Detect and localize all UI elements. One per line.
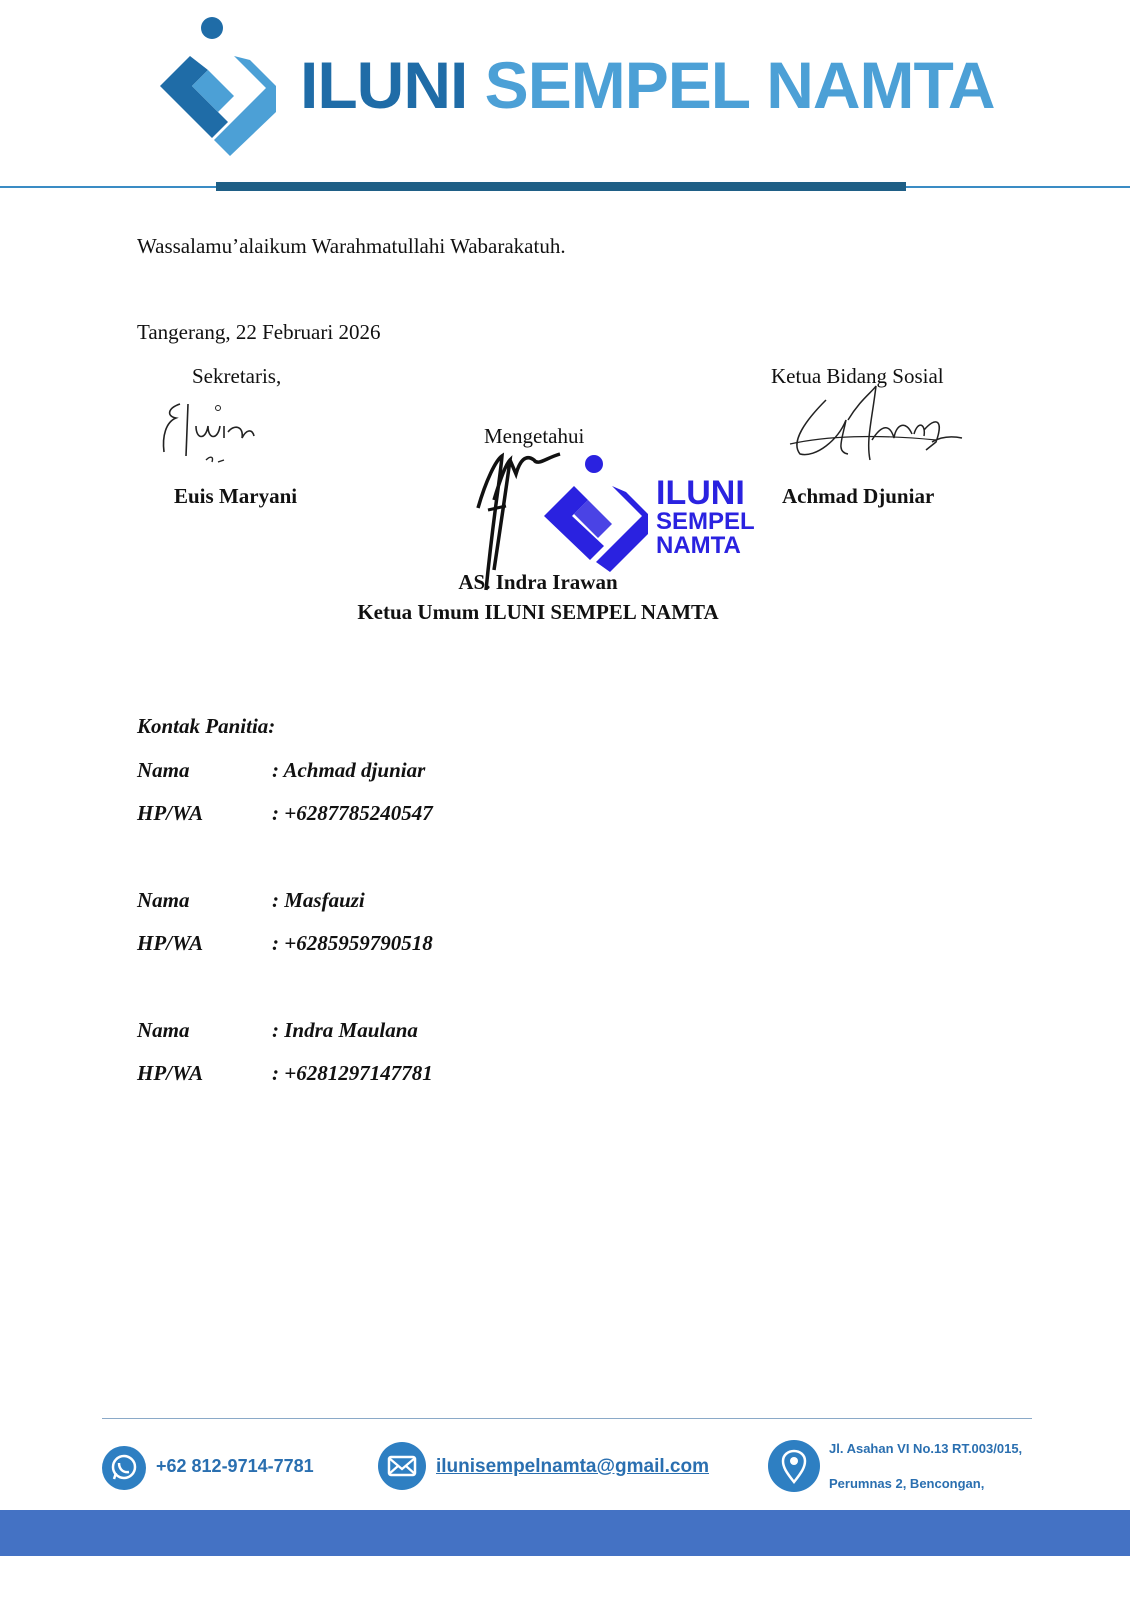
right-signer-name: Achmad Djuniar (782, 484, 935, 508)
footer-email-link[interactable]: ilunisempelnamta@gmail.com (436, 1456, 709, 1477)
footer-address-line2: Perumnas 2, Bencongan, (829, 1476, 985, 1491)
iluni-logo-icon (150, 16, 276, 166)
place-date: Tangerang, 22 Februari 2026 (137, 320, 381, 344)
contact-phone-value: : +6287785240547 (272, 801, 433, 825)
left-signer-role: Sekretaris, (192, 364, 282, 388)
right-signer-role: Ketua Bidang Sosial (771, 364, 944, 388)
left-signer-name: Euis Maryani (174, 484, 298, 508)
brand-name (300, 48, 995, 122)
contact-name-value: : Masfauzi (272, 888, 365, 912)
stamp-text-line2: SEMPEL (656, 508, 755, 535)
footer-address-line1: Jl. Asahan VI No.13 RT.003/015, (829, 1441, 1023, 1456)
stamp-text-line1: ILUNI (656, 474, 745, 512)
closing-greeting: Wassalamu’alaikum Warahmatullahi Wabarakatuh. (137, 234, 566, 258)
contact-name-value: : Indra Maulana (272, 1018, 418, 1042)
contact-name-value: : Achmad djuniar (272, 758, 426, 782)
contact-phone-label: HP/WA (137, 931, 204, 955)
brand-name-part2: SEMPEL NAMTA (484, 48, 995, 122)
mail-icon (378, 1442, 426, 1490)
contacts-heading: Kontak Panitia: (137, 714, 276, 738)
center-signer-title: Ketua Umum ILUNI SEMPEL NAMTA (357, 600, 719, 624)
whatsapp-icon (102, 1446, 146, 1490)
contact-phone-label: HP/WA (137, 1061, 204, 1085)
contact-phone-value: : +6281297147781 (272, 1061, 433, 1085)
contact-name-label: Nama (137, 1018, 190, 1042)
stamp-logo-icon (538, 452, 648, 572)
contact-name-label: Nama (137, 888, 190, 912)
header-accent-bar (216, 182, 906, 191)
contact-phone-label: HP/WA (137, 801, 204, 825)
right-signature (786, 380, 966, 480)
center-signer-name: AS. Indra Irawan (458, 570, 618, 594)
location-pin-icon (768, 1440, 820, 1492)
contact-name-label: Nama (137, 758, 190, 782)
footer-phone[interactable]: +62 812-9714-7781 (156, 1456, 314, 1476)
brand-name-part1: ILUNI (300, 48, 468, 122)
stamp-text-line3: NAMTA (656, 532, 741, 559)
center-signer-role: Mengetahui (484, 424, 585, 448)
left-signature (158, 396, 258, 476)
footer-band (0, 1510, 1130, 1556)
footer-divider (102, 1418, 1032, 1419)
contact-phone-value: : +6285959790518 (272, 931, 433, 955)
